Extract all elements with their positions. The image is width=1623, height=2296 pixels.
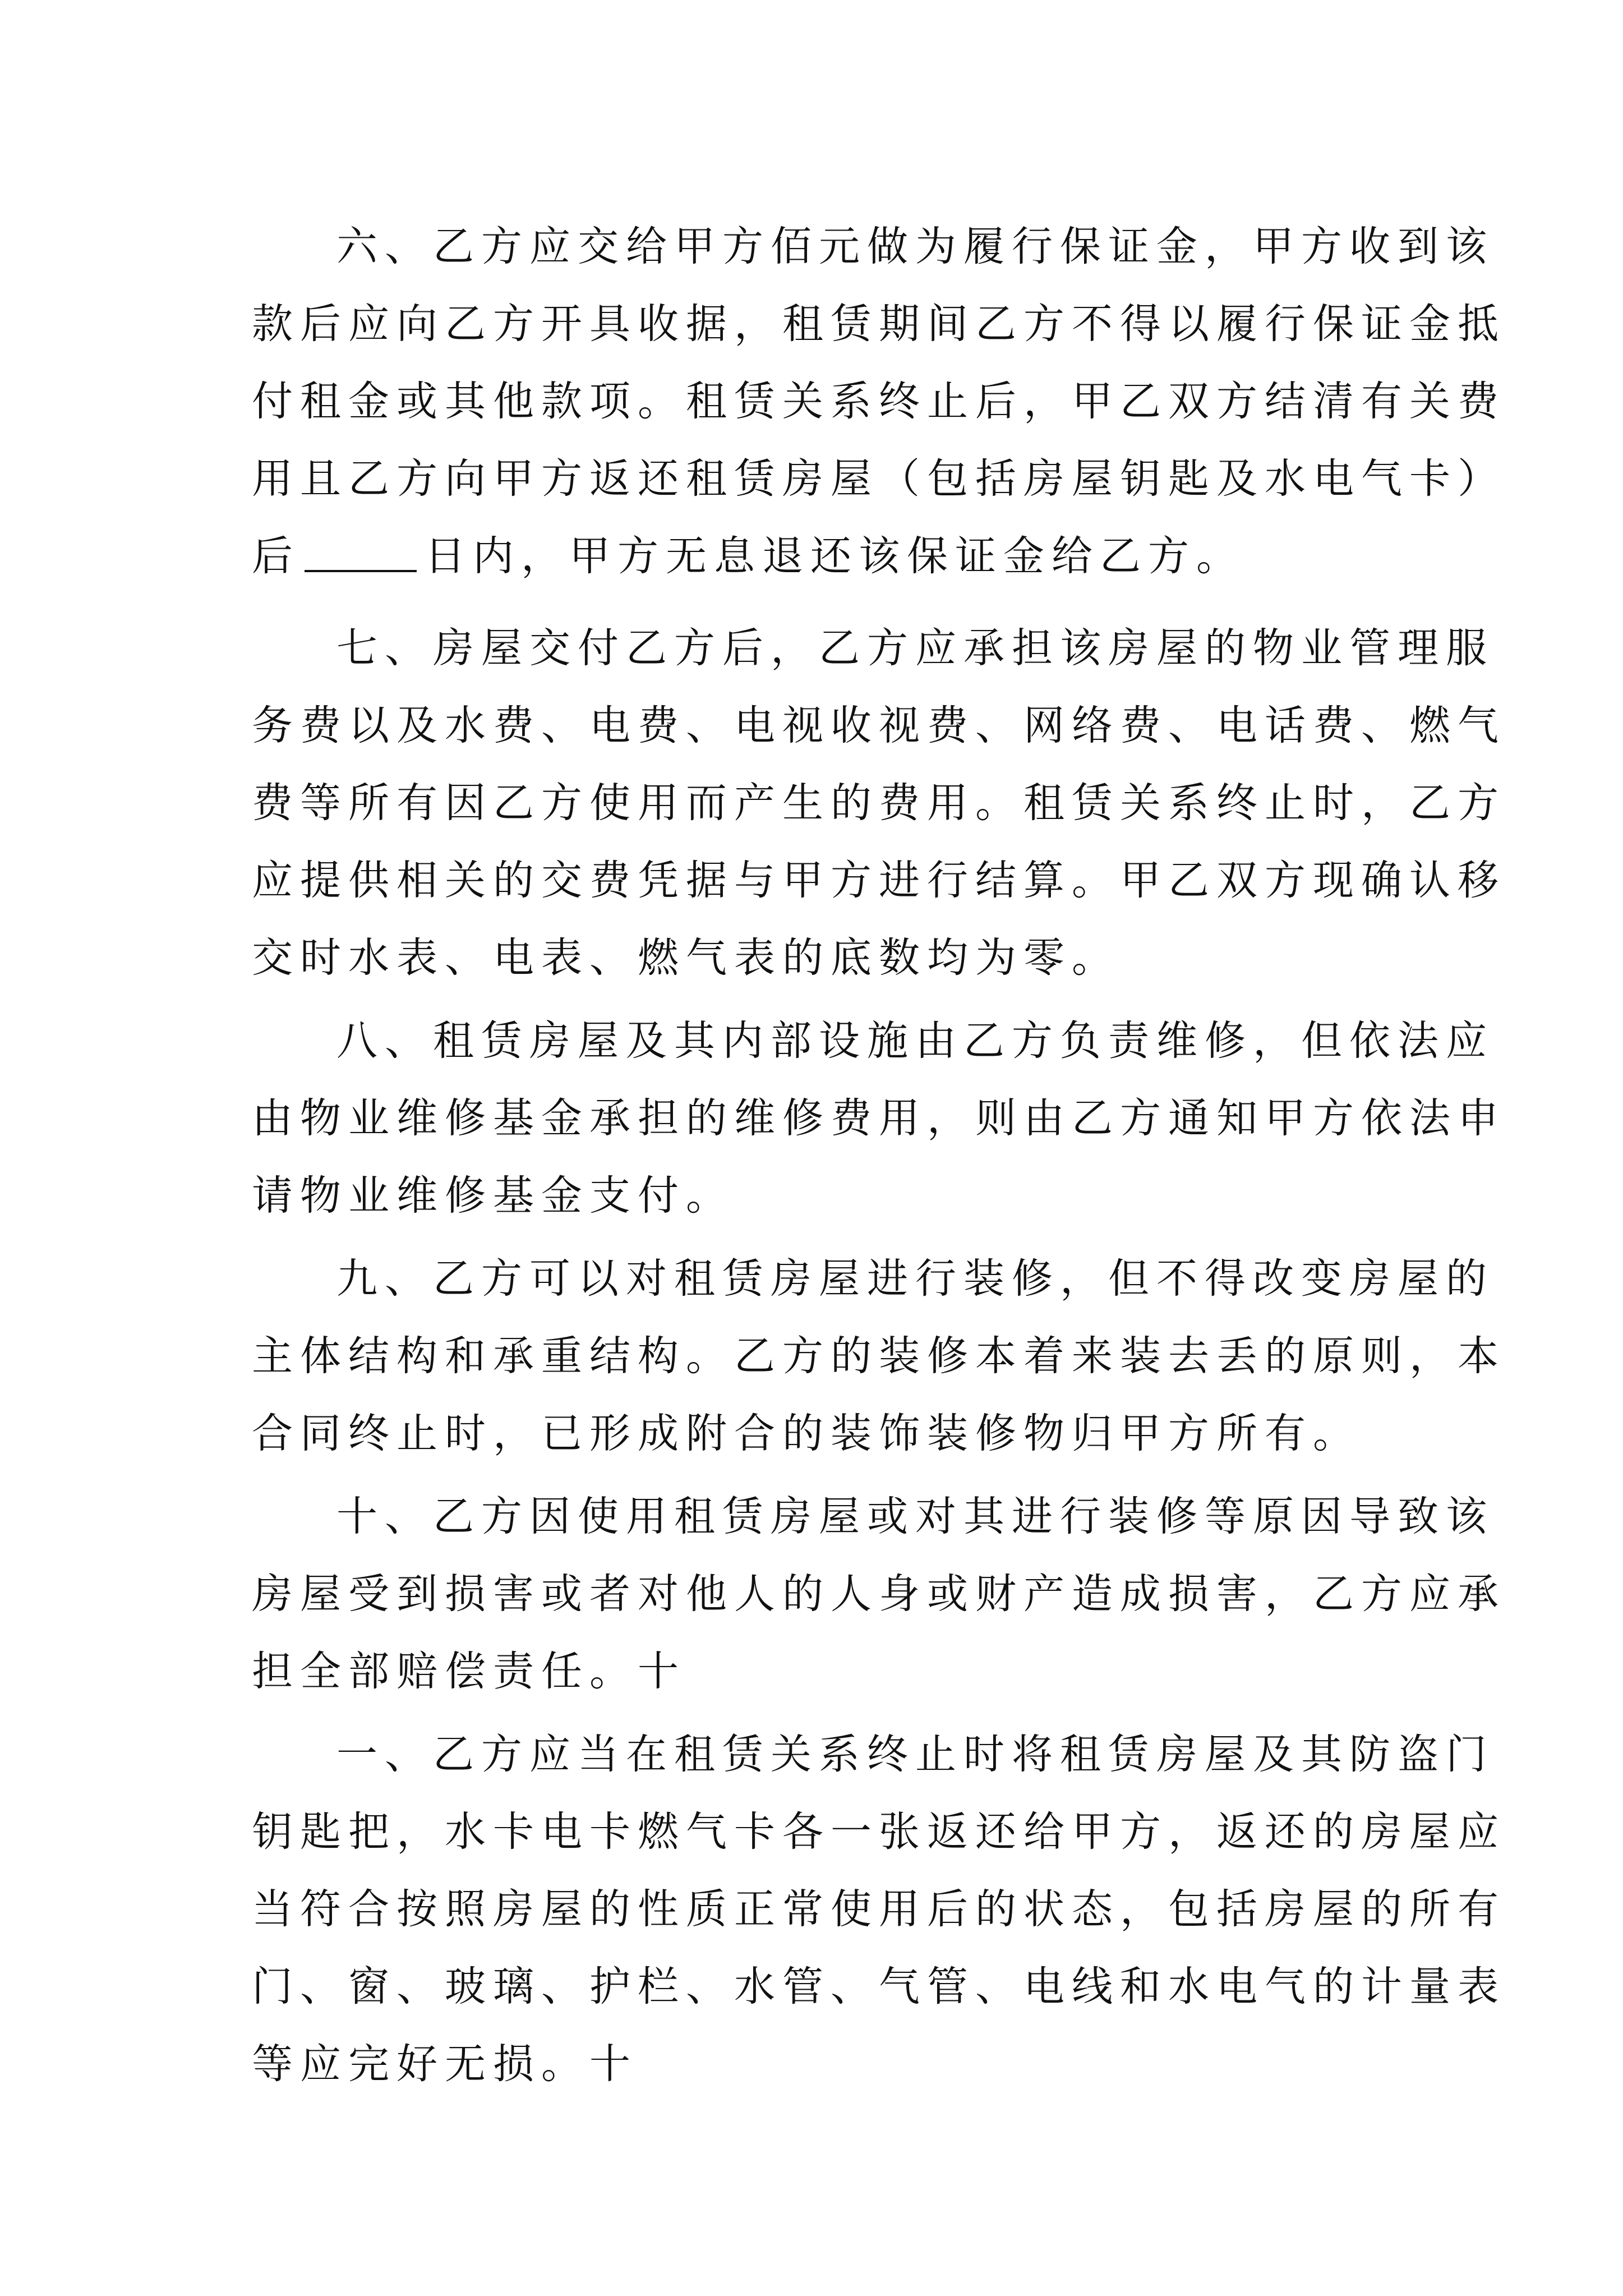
paragraph-8-line-1: 八、租赁房屋及其内部设施由乙方负责维修，但依法应 (336, 1017, 1494, 1065)
paragraph-7-line-2: 务费以及水费、电费、电视收视费、网络费、电话费、燃气 (252, 702, 1506, 749)
paragraph-7-line-4: 应提供相关的交费凭据与甲方进行结算。甲乙双方现确认移 (252, 857, 1506, 904)
paragraph-11-line-4: 门、窗、玻璃、护栏、水管、气管、电线和水电气的计量表 (252, 1963, 1506, 2010)
paragraph-10-line-1: 十、乙方因使用租赁房屋或对其进行装修等原因导致该 (336, 1493, 1494, 1540)
paragraph-10-line-3: 担全部赔偿责任。十 (252, 1648, 686, 1695)
paragraph-6-line-1: 六、乙方应交给甲方佰元做为履行保证金，甲方收到该 (336, 223, 1494, 270)
paragraph-11-line-5: 等应完好无损。十 (252, 2040, 638, 2088)
paragraph-6-line-4: 用且乙方向甲方返还租赁房屋（包括房屋钥匙及水电气卡） (252, 455, 1506, 503)
paragraph-7-line-5: 交时水表、电表、燃气表的底数均为零。 (252, 934, 1120, 982)
paragraph-6-line-5-end: 日内，甲方无息退还该保证金给乙方。 (425, 532, 1244, 580)
paragraph-7-line-1: 七、房屋交付乙方后，乙方应承担该房屋的物业管理服 (336, 624, 1494, 672)
paragraph-9-line-2: 主体结构和承重结构。乙方的装修本着来装去丢的原则，本 (252, 1332, 1506, 1380)
paragraph-6-line-5 (252, 517, 1379, 596)
paragraph-6-line-2: 款后应向乙方开具收据，租赁期间乙方不得以履行保证金抵 (252, 300, 1506, 348)
paragraph-6-line-5-start: 后 (252, 532, 300, 580)
paragraph-8-line-3: 请物业维修基金支付。 (252, 1172, 734, 1220)
paragraph-9-line-3: 合同终止时，已形成附合的装饰装修物归甲方所有。 (252, 1410, 1361, 1457)
paragraph-11-line-2: 钥匙把，水卡电卡燃气卡各一张返还给甲方，返还的房屋应 (252, 1808, 1506, 1856)
paragraph-7-line-3: 费等所有因乙方使用而产生的费用。租赁关系终止时，乙方 (252, 779, 1506, 827)
paragraph-6-line-3: 付租金或其他款项。租赁关系终止后，甲乙双方结清有关费 (252, 378, 1506, 425)
paragraph-11-line-1: 一、乙方应当在租赁关系终止时将租赁房屋及其防盗门 (336, 1731, 1494, 1778)
paragraph-8-line-2: 由物业维修基金承担的维修费用，则由乙方通知甲方依法申 (252, 1094, 1506, 1142)
fill-in-blank-days (305, 570, 417, 572)
paragraph-10-line-2: 房屋受到损害或者对他人的人身或财产造成损害，乙方应承 (252, 1570, 1506, 1618)
paragraph-11-line-3: 当符合按照房屋的性质正常使用后的状态，包括房屋的所有 (252, 1885, 1506, 1933)
paragraph-9-line-1: 九、乙方可以对租赁房屋进行装修，但不得改变房屋的 (336, 1255, 1494, 1303)
